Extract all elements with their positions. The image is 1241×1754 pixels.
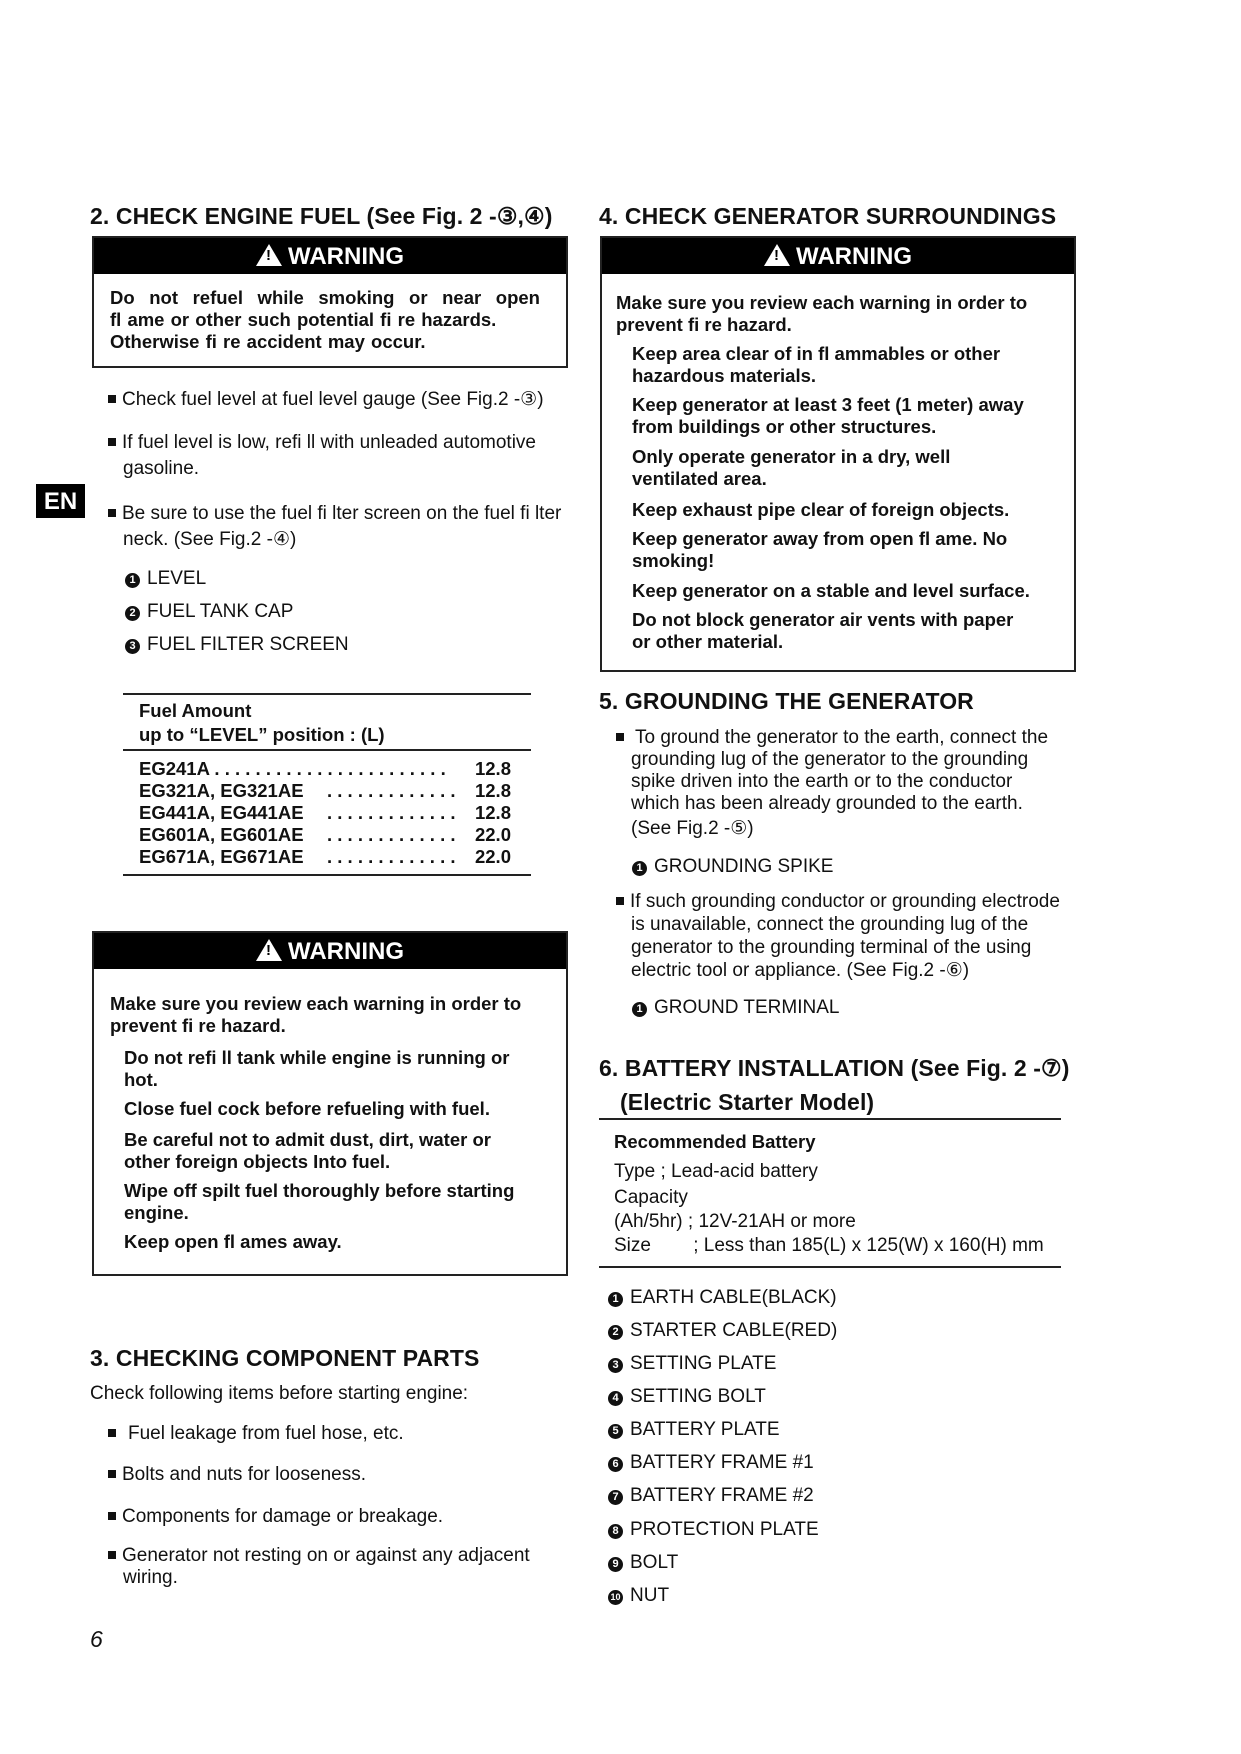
s3-bullet: Generator not resting on or against any adjacent wiring.	[108, 1545, 530, 1589]
bullet-icon	[108, 509, 116, 517]
warning-icon	[764, 244, 790, 266]
refuel-warning-box	[92, 931, 568, 1276]
table-row: EG601A, EG601AE . . . . . . . . . . . . . 22.0	[139, 824, 511, 845]
part-item: 2 FUEL TANK CAP	[125, 601, 293, 623]
s3-bullet: Fuel leakage from fuel hose, etc.	[108, 1421, 404, 1447]
warning-item: Keep exhaust pipe clear of foreign objects.	[632, 499, 1010, 520]
warning-line: Do not refuel while smoking or near open	[110, 287, 540, 308]
warning-item: Be careful not to admit dust, dirt, water or other foreign objects Into fuel.	[124, 1129, 491, 1172]
table-row: EG441A, EG441AE . . . . . . . . . . . . . 12.8	[139, 802, 511, 823]
part-item: 4 SETTING BOLT	[608, 1386, 766, 1408]
warning-icon	[256, 244, 282, 266]
s3-bullet: Bolts and nuts for looseness.	[108, 1462, 366, 1488]
section-2-title: 2. CHECK ENGINE FUEL (See Fig. 2 -③,④)	[90, 203, 553, 229]
warning-item: Do not refi ll tank while engine is running or hot.	[124, 1047, 510, 1090]
language-tab: EN	[36, 484, 85, 518]
part-item: 3 SETTING PLATE	[608, 1353, 776, 1375]
s3-bullet: Components for damage or breakage.	[108, 1504, 443, 1530]
bullet-icon	[108, 1470, 116, 1478]
part-item: 1 EARTH CABLE(BLACK)	[608, 1287, 837, 1309]
bullet-icon	[108, 395, 116, 403]
part-item: 1 GROUND TERMINAL	[632, 997, 839, 1019]
battery-capacity: Capacity	[614, 1187, 688, 1208]
table-rule-top	[123, 693, 531, 695]
section-3-title: 3. CHECKING COMPONENT PARTS	[90, 1345, 480, 1371]
warning-item: Keep generator on a stable and level surface.	[632, 580, 1030, 601]
battery-type: Type ; Lead-acid battery	[614, 1161, 818, 1182]
warning-label: WARNING	[288, 243, 404, 270]
s2-bullet: Be sure to use the fuel fi lter screen on the fuel fi lter neck. (See Fig.2 -④)	[108, 501, 561, 553]
page-number: 6	[90, 1626, 103, 1652]
part-item: 1 GROUNDING SPIKE	[632, 856, 833, 878]
battery-size: Size ; Less than 185(L) x 125(W) x 160(H) mm	[614, 1235, 1044, 1256]
battery-capacity-value: (Ah/5hr) ; 12V-21AH or more	[614, 1211, 856, 1232]
warning-intro: Make sure you review each warning in order to prevent fi re hazard.	[616, 292, 1028, 335]
warning-header	[94, 933, 566, 969]
section-6-title: 6. BATTERY INSTALLATION (See Fig. 2 -⑦)	[599, 1055, 1070, 1081]
warning-label: WARNING	[288, 938, 404, 965]
bullet-icon	[616, 897, 624, 905]
bullet-icon	[108, 1512, 116, 1520]
warning-item: Wipe off spilt fuel thoroughly before starting engine.	[124, 1180, 515, 1223]
s5-bullet: To ground the generator to the earth, connect the grounding lug of the generator to the grounding spike driven into the earth or to the conductor which has been already grounded to the earth. (See Fig.2 -⑤)	[616, 727, 1048, 843]
part-item: 5 BATTERY PLATE	[608, 1419, 780, 1441]
part-item: 7 BATTERY FRAME #2	[608, 1485, 814, 1507]
warning-text	[94, 274, 566, 353]
warning-label: WARNING	[796, 243, 912, 270]
s2-bullet: If fuel level is low, refi ll with unleaded automotive gasoline.	[108, 430, 536, 482]
bullet-icon	[108, 1551, 116, 1559]
surroundings-warning-box	[600, 236, 1076, 672]
warning-line: Otherwise fi re accident may occur.	[110, 331, 426, 352]
part-item: 9 BOLT	[608, 1552, 678, 1574]
battery-head: Recommended Battery	[614, 1131, 816, 1152]
warning-item: Keep generator away from open fl ame. No smoking!	[632, 528, 1008, 571]
warning-item: Keep area clear of in fl ammables or other hazardous materials.	[632, 343, 1001, 386]
fuel-warning-box	[92, 236, 568, 368]
warning-icon	[256, 939, 282, 961]
part-item: 1 LEVEL	[125, 568, 206, 590]
s2-bullet: Check fuel level at fuel level gauge (See Fig.2 -③)	[108, 387, 544, 413]
section-3-intro: Check following items before starting engine:	[90, 1383, 469, 1404]
part-item: 8 PROTECTION PLATE	[608, 1519, 819, 1541]
s5-bullet: If such grounding conductor or grounding electrode is unavailable, connect the grounding lug of the generator to the grounding terminal of the using electric tool or appliance. (See Fig.2 -⑥)	[616, 890, 1060, 982]
warning-line: fl ame or other such potential fi re hazards.	[110, 309, 497, 330]
part-item: 6 BATTERY FRAME #1	[608, 1452, 814, 1474]
warning-item: Do not block generator air vents with paper or other material.	[632, 609, 1014, 652]
table-row: EG671A, EG671AE . . . . . . . . . . . . . 22.0	[139, 846, 511, 867]
bullet-icon	[616, 733, 624, 741]
table-rule-bottom	[123, 874, 531, 876]
battery-rule-bottom	[599, 1266, 1061, 1268]
part-item: 3 FUEL FILTER SCREEN	[125, 634, 349, 656]
bullet-icon	[108, 1429, 116, 1437]
warning-intro: Make sure you review each warning in order to prevent fi re hazard.	[110, 993, 522, 1036]
table-rule-mid	[123, 749, 531, 751]
section-4-title: 4. CHECK GENERATOR SURROUNDINGS	[599, 203, 1057, 229]
table-head: Fuel Amount	[139, 700, 252, 721]
table-head: up to “LEVEL” position : (L)	[139, 724, 385, 745]
warning-item: Keep generator at least 3 feet (1 meter) away from buildings or other structures.	[632, 394, 1024, 437]
bullet-icon	[108, 438, 116, 446]
table-row: EG241A . . . . . . . . . . . . . . . . . . . . . . . 12.8	[139, 758, 511, 779]
warning-item: Close fuel cock before refueling with fuel.	[124, 1098, 490, 1119]
warning-item: Keep open fl ames away.	[124, 1231, 342, 1252]
warning-header	[602, 238, 1074, 274]
battery-rule-top	[599, 1118, 1061, 1120]
section-6-subtitle: (Electric Starter Model)	[620, 1089, 875, 1115]
warning-item: Only operate generator in a dry, well ventilated area.	[632, 446, 951, 489]
part-item: 10 NUT	[608, 1585, 669, 1607]
part-item: 2 STARTER CABLE(RED)	[608, 1320, 837, 1342]
table-row: EG321A, EG321AE . . . . . . . . . . . . . 12.8	[139, 780, 511, 801]
warning-header	[94, 238, 566, 274]
section-5-title: 5. GROUNDING THE GENERATOR	[599, 688, 974, 714]
